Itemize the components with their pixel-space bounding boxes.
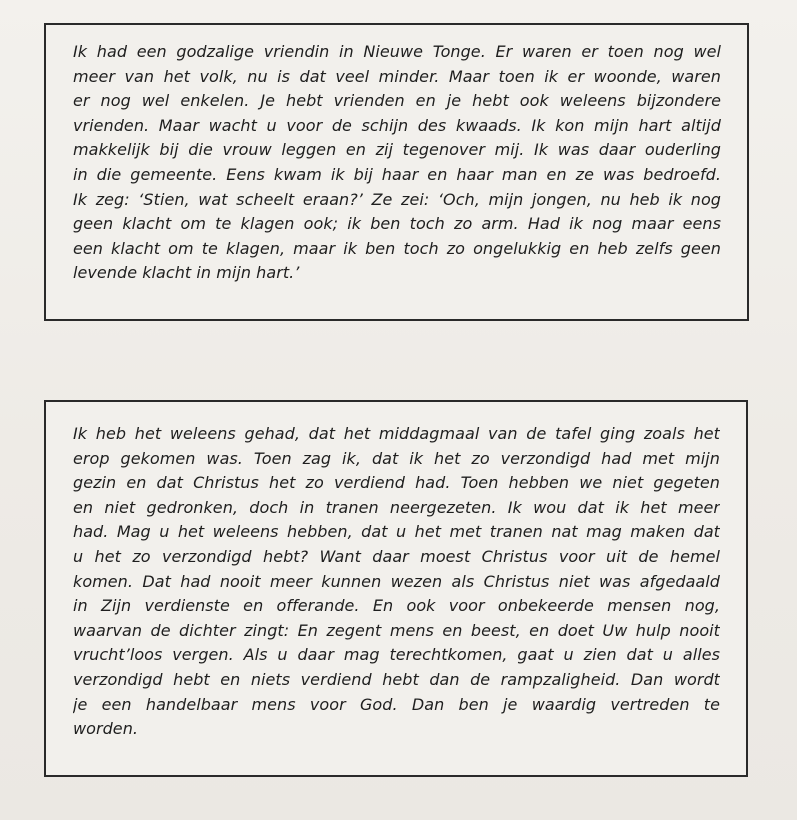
text-line: waarvan de dichter zingt: En zegent mens en beest, en doet Uw hulp nooit xyxy=(73,620,720,640)
text-line: in die gemeente. Eens kwam ik bij haar en haar man en ze was bedroefd. xyxy=(73,164,721,184)
quote-box-1 xyxy=(44,23,749,321)
text-line: makkelijk bij die vrouw leggen en zij tegenover mij. Ik was daar ouderling xyxy=(73,140,721,160)
text-line: worden. xyxy=(73,719,139,739)
text-line: een klacht om te klagen, maar ik ben toch zo ongelukkig en heb zelfs geen xyxy=(73,238,721,258)
text-line: Ik had een godzalige vriendin in Nieuwe Tonge. Er waren er toen nog wel xyxy=(73,42,721,61)
text-line: en niet gedronken, doch in tranen neergezeten. Ik wou dat ik het meer xyxy=(73,497,720,517)
text-line: levende klacht in mijn hart.’ xyxy=(73,263,300,283)
text-line: komen. Dat had nooit meer kunnen wezen als Christus niet was afgedaald xyxy=(73,571,720,591)
text-line: er nog wel enkelen. Je hebt vrienden en je hebt ook weleens bijzondere xyxy=(73,91,721,111)
text-line: je een handelbaar mens voor God. Dan ben je waardig vertreden te xyxy=(73,694,720,714)
text-line: geen klacht om te klagen ook; ik ben toch zo arm. Had ik nog maar eens xyxy=(73,214,721,234)
text-line: gezin en dat Christus het zo verdiend had. Toen hebben we niet gegeten xyxy=(73,473,720,493)
text-line: meer van het volk, nu is dat veel minder. Maar toen ik er woonde, waren xyxy=(73,66,721,86)
text-line: vrienden. Maar wacht u voor de schijn des kwaads. Ik kon mijn hart altijd xyxy=(73,115,721,135)
text-line: verzondigd hebt en niets verdiend hebt dan de rampzaligheid. Dan wordt xyxy=(73,669,720,689)
text-line: u het zo verzondigd hebt? Want daar moest Christus voor uit de hemel xyxy=(73,546,720,566)
quote-box-2 xyxy=(44,400,748,777)
text-line: Ik heb het weleens gehad, dat het middagmaal van de tafel ging zoals het xyxy=(73,424,720,443)
text-line: erop gekomen was. Toen zag ik, dat ik het zo verzondigd had met mijn xyxy=(73,448,720,468)
text-line: in Zijn verdienste en offerande. En ook voor onbekeerde mensen nog, xyxy=(73,596,720,616)
text-line: had. Mag u het weleens hebben, dat u het met tranen nat mag maken dat xyxy=(73,522,720,542)
text-line: Ik zeg: ‘Stien, wat scheelt eraan?’ Ze zei: ‘Och, mijn jongen, nu heb ik nog xyxy=(73,189,721,209)
text-line: vrucht’loos vergen. Als u daar mag terechtkomen, gaat u zien dat u alles xyxy=(73,645,720,665)
